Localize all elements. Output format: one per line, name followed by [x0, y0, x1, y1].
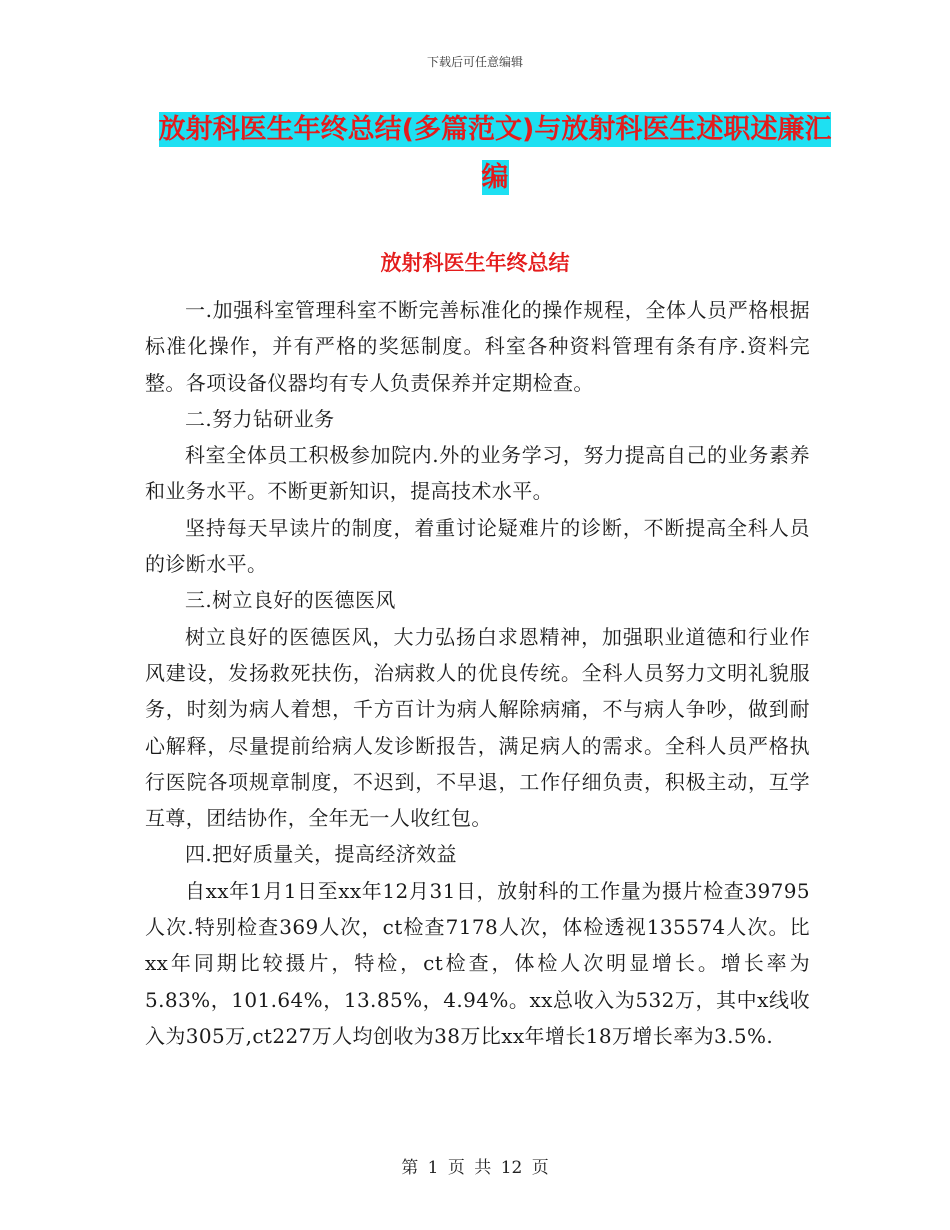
- paragraph: 科室全体员工积极参加院内.外的业务学习，努力提高自己的业务素养和业务水平。不断更新知识，提高技术水平。: [145, 443, 810, 504]
- paragraph: 二.努力钻研业务: [185, 406, 335, 431]
- paragraph: 树立良好的医德医风，大力弘扬白求恩精神，加强职业道德和行业作风建设，发扬救死扶伤，治病救人的优良传统。全科人员努力文明礼貌服务，时刻为病人着想，千方百计为病人解除病痛，不与病人争吵，做到耐心解释，尽量提前给病人发诊断报告，满足病人的需求。全科人员严格执行医院各项规章制度，不迟到，不早退，工作仔细负责，积极主动，互学互尊，团结协作，全年无一人收红包。: [145, 624, 810, 831]
- body-text: [145, 292, 810, 1054]
- document-title: [150, 106, 840, 202]
- document-title-text: 放射科医生年终总结(多篇范文)与放射科医生述职述廉汇编: [158, 114, 832, 193]
- section-title: 放射科医生年终总结: [380, 251, 570, 275]
- paragraph: 四.把好质量关，提高经济效益: [185, 842, 457, 867]
- paragraph: 一.加强科室管理科室不断完善标准化的操作规程，全体人员严格根据标准化操作，并有严格的奖惩制度。科室各种资料管理有条有序.资料完整。各项设备仪器均有专人负责保养并定期检查。: [145, 298, 810, 395]
- paragraph: 自xx年1月1日至xx年12月31日，放射科的工作量为摄片检查39795人次.特别检查369人次，ct检查7178人次，体检透视135574人次。比xx年同期比较摄片，特检，ct检查，体检人次明显增长。增长率为5.83%，101.64%，13.85%，4.94%。xx总收入为532万，其中x线收入为305万,ct227万人均创收为38万比xx年增长18万增长率为3.5%.: [145, 878, 810, 1048]
- paragraph: 坚持每天早读片的制度，着重讨论疑难片的诊断，不断提高全科人员的诊断水平。: [145, 515, 810, 577]
- paragraph: 三.树立良好的医德医风: [185, 588, 396, 613]
- page-footer: 第 1 页 共 12 页: [401, 1158, 549, 1178]
- header-note: 下载后可任意编辑: [426, 55, 523, 69]
